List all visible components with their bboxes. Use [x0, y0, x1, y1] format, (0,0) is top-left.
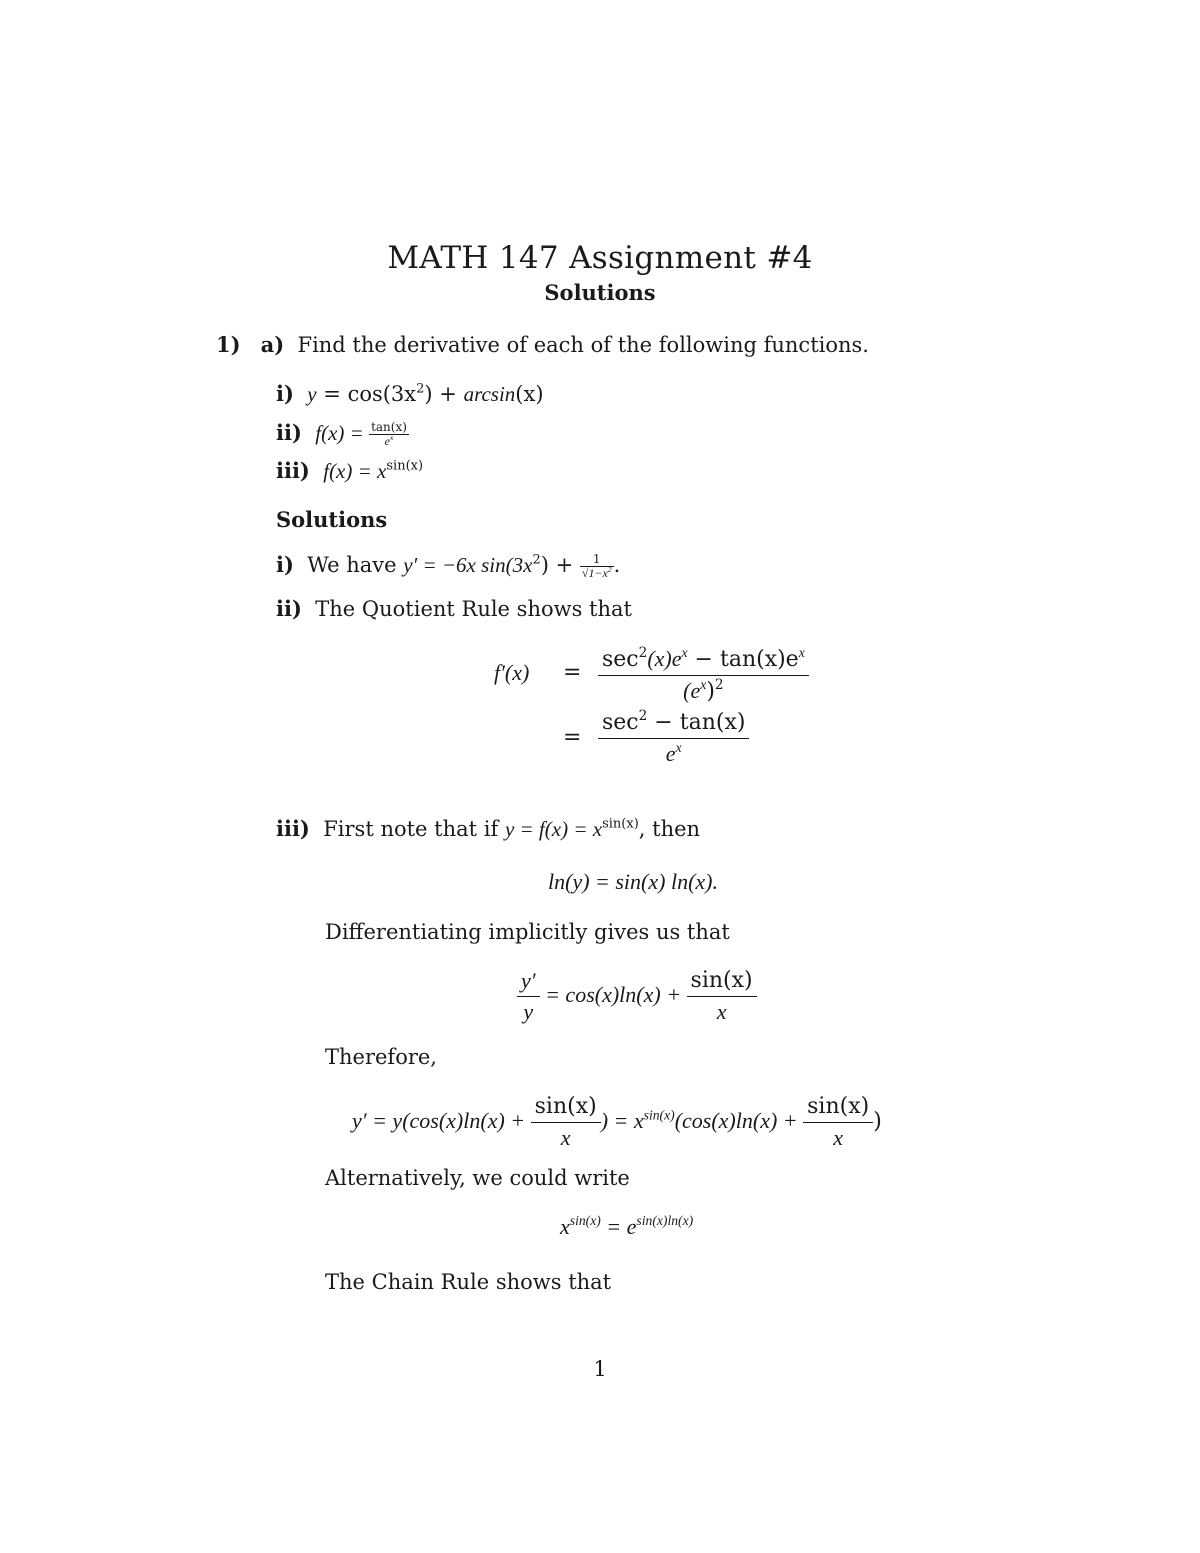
- solution-label: iii): [276, 816, 310, 841]
- therefore-text: Therefore,: [325, 1045, 437, 1069]
- eq2-part-b: ) = x: [600, 1108, 644, 1134]
- numerator-exp-2: x: [798, 645, 805, 661]
- item-label: ii): [276, 420, 302, 445]
- alt-middle: = e: [600, 1214, 637, 1239]
- item-lhs: y: [307, 382, 317, 406]
- eq2-numerator-2: sin(x): [803, 1092, 873, 1123]
- page-subtitle: Solutions: [544, 280, 656, 305]
- numerator-sec-exp: 2: [638, 645, 648, 662]
- eq2-part-a: y′ = y(cos(x)ln(x) +: [352, 1108, 531, 1134]
- log-equation: ln(y) = sin(x) ln(x).: [548, 869, 718, 894]
- fraction-denominator: √1−x: [581, 566, 608, 580]
- quotient-equals-2: =: [563, 725, 582, 750]
- quotient-fraction-2: [598, 708, 749, 769]
- quotient-equals-1: =: [563, 660, 582, 685]
- final-equation: [352, 1092, 882, 1152]
- denominator-close: ): [706, 678, 715, 704]
- denominator-base: e: [665, 740, 676, 766]
- alt-lhs: x: [560, 1214, 570, 1239]
- solution-label: i): [276, 552, 294, 577]
- item-lhs: f(x) =: [315, 421, 370, 445]
- item-rhs: cos(3x: [347, 382, 417, 406]
- problem-number: 1): [216, 332, 241, 357]
- item-rhs-arcsin: arcsin: [463, 382, 516, 406]
- item-lhs: f(x) = x: [323, 459, 387, 483]
- denominator-inner-exp: x: [700, 676, 707, 692]
- numerator-tan: − tan(x): [647, 710, 746, 735]
- item-rhs-arg: (x): [515, 382, 544, 406]
- solution-fraction: [580, 553, 614, 580]
- numerator-sec: sec: [602, 710, 639, 735]
- solution-expression: y = f(x) = x: [504, 817, 603, 841]
- eq2-denominator: x: [560, 1124, 571, 1150]
- implicit-equation: [517, 966, 757, 1026]
- eq1-denominator-2: x: [716, 998, 727, 1024]
- item-fraction: [369, 421, 409, 448]
- problem-item-iii: [276, 458, 423, 484]
- solution-expression: y′ = −6x sin(3x: [403, 553, 533, 577]
- alternative-equation: [560, 1214, 693, 1240]
- fraction-denominator: e: [384, 434, 390, 448]
- fraction-numerator: tan(x): [371, 419, 407, 434]
- item-exponent: 2: [416, 381, 425, 397]
- solution-iii: [276, 816, 700, 842]
- denominator-base: (e: [683, 677, 701, 703]
- differentiate-text: Differentiating implicitly gives us that: [325, 920, 730, 944]
- alt-rhs-exponent: sin(x)ln(x): [636, 1213, 694, 1229]
- eq2-part-c: (cos(x)ln(x) +: [674, 1108, 804, 1134]
- problem-statement: [216, 332, 869, 357]
- solution-i: [276, 552, 620, 580]
- eq1-denominator: y: [523, 998, 534, 1024]
- item-exponent: sin(x): [386, 458, 424, 474]
- solution-expression-tail: ) +: [540, 553, 580, 577]
- page-title: MATH 147 Assignment #4: [387, 240, 813, 276]
- item-label: i): [276, 381, 294, 406]
- solution-ii: [276, 596, 632, 621]
- denominator-exp: x: [675, 739, 682, 755]
- denominator-exp: 2: [714, 676, 724, 693]
- eq2-exponent: sin(x): [643, 1107, 675, 1123]
- solution-text-b: , then: [638, 817, 701, 841]
- problem-prompt: Find the derivative of each of the following functions.: [297, 333, 869, 357]
- eq2-denominator-2: x: [833, 1124, 844, 1150]
- fraction-denominator-exp: 2: [607, 565, 612, 575]
- solution-label: ii): [276, 596, 302, 621]
- solution-text-a: First note that if: [323, 817, 499, 841]
- numerator-term-2: − tan(x)e: [687, 647, 799, 672]
- item-label: iii): [276, 458, 310, 483]
- quotient-lhs: f′(x): [494, 660, 530, 685]
- solution-period: .: [613, 553, 621, 577]
- alternative-text: Alternatively, we could write: [325, 1166, 630, 1190]
- quotient-fraction-1: [598, 644, 809, 706]
- alt-lhs-exponent: sin(x): [569, 1213, 601, 1229]
- eq1-middle: = cos(x)ln(x) +: [539, 982, 687, 1008]
- numerator-sec: sec: [602, 647, 639, 672]
- solution-text: We have: [307, 553, 397, 577]
- fraction-denominator-exp: x: [390, 433, 394, 443]
- item-rhs-plus: ) +: [424, 382, 464, 406]
- eq1-numerator: y′: [517, 966, 540, 997]
- problem-part: a): [260, 332, 285, 357]
- solution-exponent: 2: [532, 552, 541, 568]
- page-number: 1: [593, 1357, 607, 1381]
- chain-rule-text: The Chain Rule shows that: [325, 1270, 612, 1294]
- numerator-term-1: (x)e: [647, 646, 682, 671]
- problem-item-i: i) $y = \cos(3x^2) + \arcsin(x)$: [276, 381, 544, 406]
- problem-item-ii: [276, 420, 409, 448]
- solutions-heading: Solutions: [276, 507, 388, 532]
- eq2-close: ): [873, 1109, 882, 1135]
- fraction-numerator: 1: [580, 553, 614, 567]
- numerator-exp-1: x: [681, 645, 688, 661]
- eq2-numerator: sin(x): [531, 1092, 601, 1123]
- numerator-sec-exp: 2: [638, 708, 648, 725]
- solution-text: The Quotient Rule shows that: [315, 597, 632, 621]
- solution-exponent: sin(x): [602, 816, 639, 832]
- eq1-numerator-2: sin(x): [687, 966, 757, 997]
